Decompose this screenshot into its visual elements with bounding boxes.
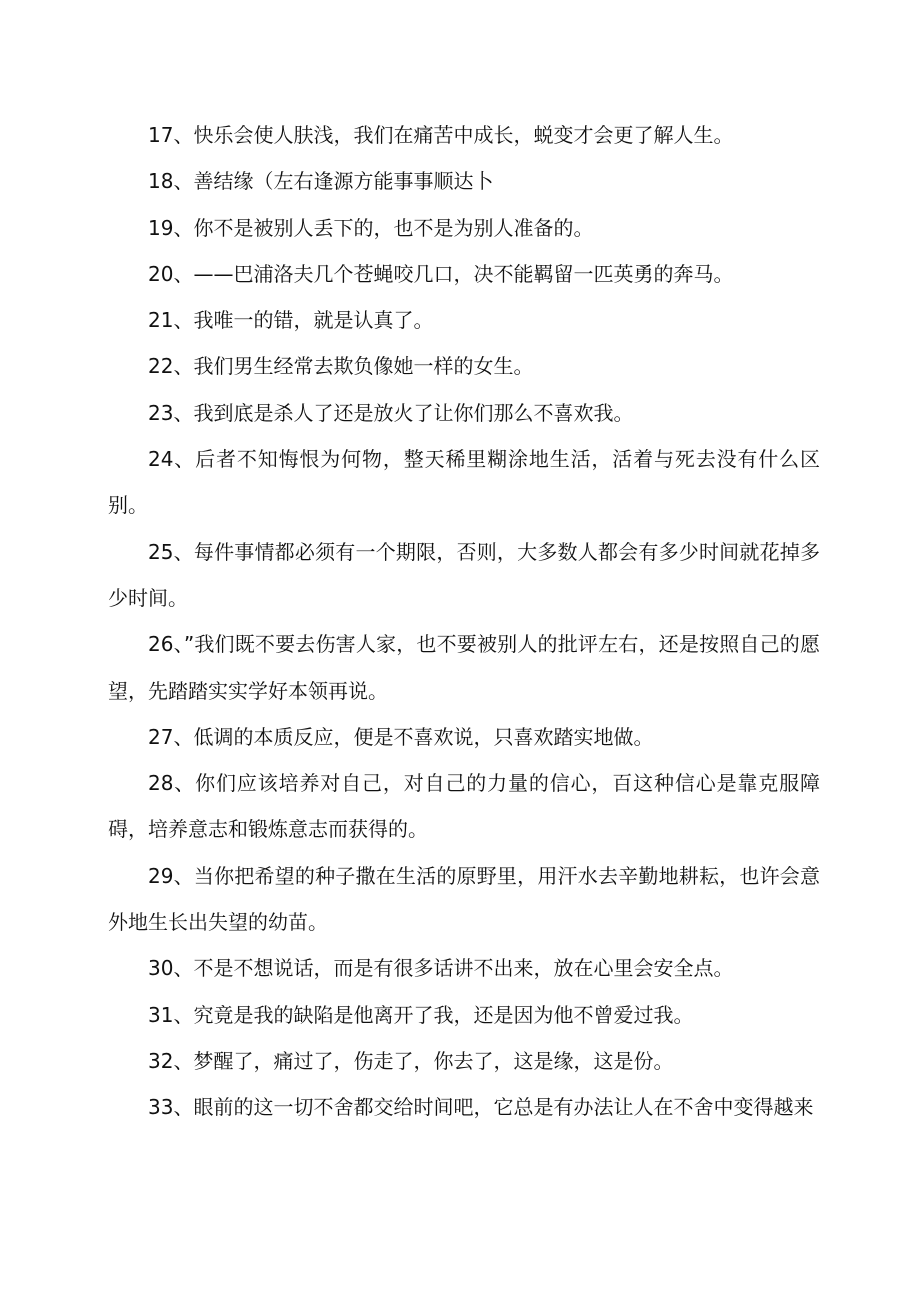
paragraph-27: 27、低调的本质反应，便是不喜欢说，只喜欢踏实地做。	[148, 724, 654, 749]
paragraph-22: 22、我们男生经常去欺负像她一样的女生。	[148, 354, 534, 379]
paragraph-31: 31、究竟是我的缺陷是他离开了我，还是因为他不曾爱过我。	[148, 1002, 694, 1027]
paragraph-17: 17、快乐会使人肤浅，我们在痛苦中成长，蜕变才会更了解人生。	[148, 123, 734, 147]
paragraph-30: 30、不是不想说话，而是有很多话讲不出来，放在心里会安全点。	[148, 956, 734, 981]
paragraph-23: 23、我到底是杀人了还是放火了让你们那么不喜欢我。	[148, 400, 634, 425]
paragraph-25: 25、每件事情都必须有一个期限，否则，大多数人都会有多少时间就花掉多少时间。	[108, 539, 820, 610]
paragraph-18: 18、善结缘（左右逢源方能事事顺达卜	[148, 169, 494, 194]
paragraph-33: 33、眼前的这一切不舍都交给时间吧，它总是有办法让人在不舍中变得越来	[148, 1095, 814, 1120]
paragraph-19: 19、你不是被别人丢下的，也不是为别人准备的。	[148, 215, 594, 240]
paragraph-28: 28、你们应该培养对自己，对自己的力量的信心，百这种信心是靠克服障碍，培养意志和锻炼意志而获得的。	[108, 771, 820, 842]
document-body	[108, 112, 820, 1131]
paragraph-32: 32、梦醒了，痛过了，伤走了，你去了，这是缘，这是份。	[148, 1048, 674, 1073]
paragraph-21: 21、我唯一的错，就是认真了。	[148, 308, 434, 333]
paragraph-26: 26、”我们既不要去伤害人家，也不要被别人的批评左右，还是按照自己的愿望，先踏踏实实学好本领再说。	[108, 632, 820, 703]
paragraph-29: 29、当你把希望的种子撒在生活的原野里，用汗水去辛勤地耕耘，也许会意外地生长出失望的幼苗。	[108, 863, 820, 935]
paragraph-20: 20、——巴浦洛夫几个苍蝇咬几口，决不能羁留一匹英勇的奔马。	[148, 261, 734, 286]
paragraph-24: 24、后者不知悔恨为何物，整天稀里糊涂地生活，活着与死去没有什么区别。	[108, 447, 820, 518]
